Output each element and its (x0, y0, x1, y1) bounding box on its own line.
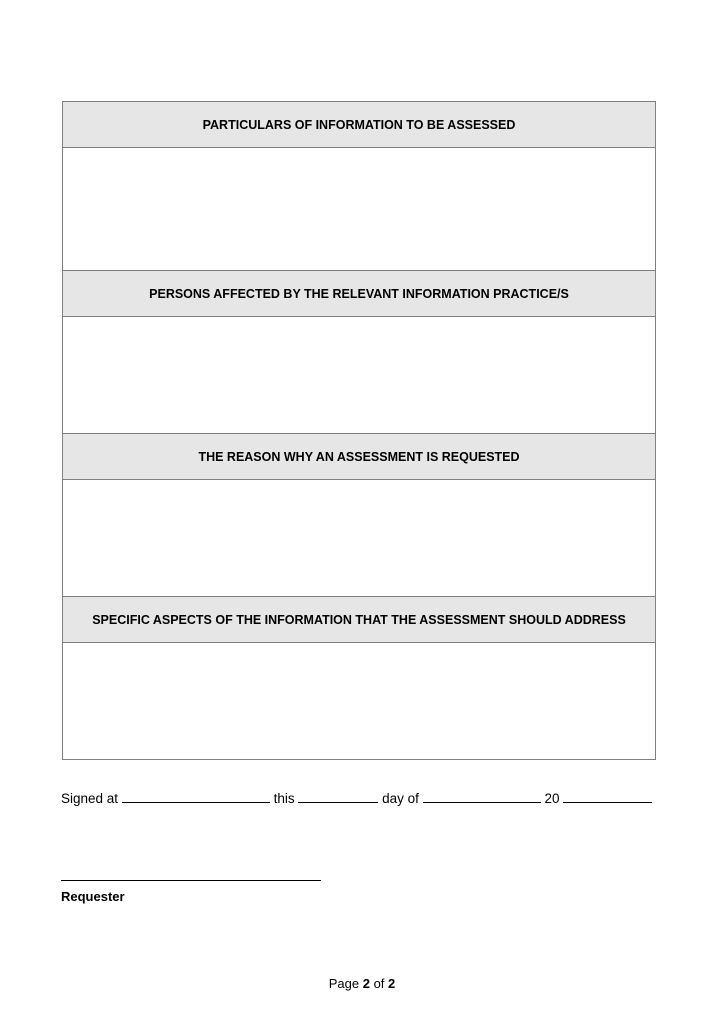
this-label: this (273, 791, 295, 806)
year-prefix-label: 20 (544, 791, 560, 806)
persons-affected-field[interactable] (63, 317, 655, 434)
section-heading: PERSONS AFFECTED BY THE RELEVANT INFORMATION PRACTICE/S (149, 286, 569, 301)
reason-field[interactable] (63, 480, 655, 597)
total-pages: 2 (388, 976, 396, 991)
day-of-label: day of (382, 791, 419, 806)
day-blank[interactable] (298, 789, 378, 803)
page-word: Page (328, 976, 360, 991)
signature-line (61, 789, 657, 806)
signed-at-blank[interactable] (122, 789, 270, 803)
section-header-reason (63, 434, 655, 480)
month-blank[interactable] (423, 789, 541, 803)
particulars-field[interactable] (63, 148, 655, 271)
assessment-form-table (62, 101, 656, 760)
requester-signature-line[interactable] (61, 880, 321, 881)
section-heading: PARTICULARS OF INFORMATION TO BE ASSESSED (202, 117, 516, 132)
section-heading: SPECIFIC ASPECTS OF THE INFORMATION THAT THE ASSESSMENT SHOULD ADDRESS (92, 612, 626, 627)
page-number (0, 976, 724, 991)
of-word: of (373, 976, 385, 991)
requester-label: Requester (61, 889, 125, 904)
current-page: 2 (362, 976, 370, 991)
section-header-particulars (63, 102, 655, 148)
signed-at-label: Signed at (61, 791, 119, 806)
section-heading: THE REASON WHY AN ASSESSMENT IS REQUESTED (198, 449, 520, 464)
year-blank[interactable] (563, 789, 652, 803)
section-header-specific-aspects (63, 597, 655, 643)
section-header-persons-affected (63, 271, 655, 317)
specific-aspects-field[interactable] (63, 643, 655, 759)
